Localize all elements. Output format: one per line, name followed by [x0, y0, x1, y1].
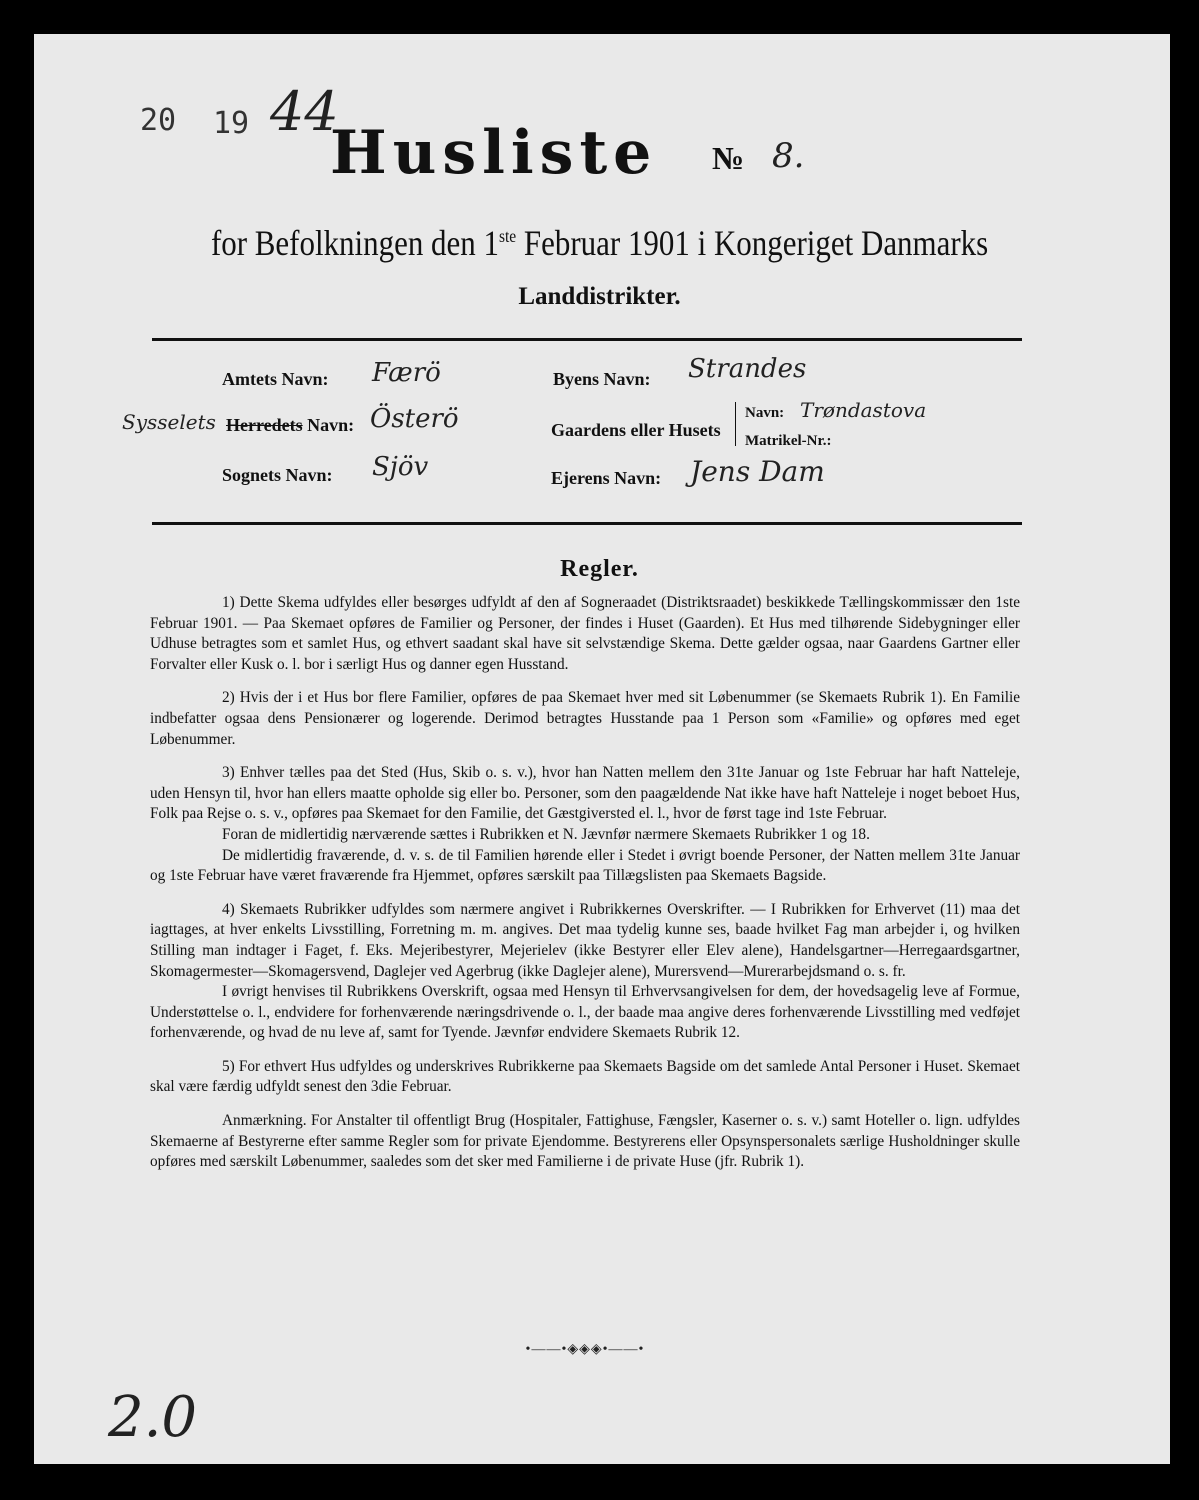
rule-paragraph: Foran de midlertidig nærværende sættes i Rubrikken et N. Jævnfør nærmere Skemaets Rubrikker 1 og 18.: [222, 825, 870, 843]
gaard-navn-label: Navn:: [745, 405, 785, 421]
herred-label-text: Navn:: [302, 415, 355, 435]
gaard-brace: [735, 402, 740, 446]
ejer-label: Ejerens Navn:: [551, 468, 662, 488]
subtitle-post: Februar 1901 i Kongeriget Danmarks: [516, 223, 989, 263]
by-label: Byens Navn:: [553, 369, 651, 389]
sogn-value: Sjöv: [372, 452, 429, 482]
herred-prefix: Sysselets: [122, 410, 216, 434]
list-number: 8.: [772, 136, 805, 176]
ejer-value: Jens Dam: [690, 455, 825, 488]
herred-struck: Herredets: [226, 415, 303, 435]
herred-value: Österö: [370, 404, 459, 434]
stamp-number-a: 20: [140, 103, 177, 138]
page-title: Husliste: [330, 118, 658, 188]
stamp-number-b: 19: [213, 106, 250, 141]
gaard-matrikel-label: Matrikel-Nr.:: [745, 433, 832, 449]
rule-paragraph: De midlertidig fraværende, d. v. s. de til Familien hørende eller i Stedet i øvrigt boende Personer, der Natten mellem 31te Januar og 1ste Februar have været fraværende fra Hjemmet, opføres særskilt paa Tillægslisten paa Skemaets Bagside.: [150, 846, 1020, 885]
gaard-label: Gaardens eller Husets: [551, 420, 721, 440]
subtitle-pre: for Befolkningen den 1: [210, 223, 499, 263]
rule-paragraph: 4) Skemaets Rubrikker udfyldes som nærmere angivet i Rubrikkernes Overskrifter. — I Rubrikken for Erhvervet (11) maa det iagttages, at hver enkelts Livsstilling, Forretning m. m. angives. Det maa tydelig kunne ses, baade hvilket Fag man arbejder i, og hvilken Stilling man indtager i Faget, f. Eks. Mejeribestyrer, Mejerielev (ikke Bestyrer eller Elev alene), Handelsgartner—Herregaardsgartner, Skomagermester—Skomagersvend, Daglejer ved Agerbrug (ikke Daglejer alene), Murersvend—Murerarbejdsmand o. s. fr.: [150, 900, 1020, 980]
handwritten-number: 44: [270, 80, 339, 143]
rules-heading: Regler.: [560, 556, 639, 582]
gaard-navn-value: Trøndastova: [800, 398, 927, 422]
herred-label: [226, 415, 354, 436]
by-value: Strandes: [688, 354, 807, 384]
rule-paragraph: Anmærkning. For Anstalter til offentligt Brug (Hospitaler, Fattighuse, Fængsler, Kaserner o. s. v.) samt Hoteller o. lign. udfyldes Skemaerne af Bestyrerne efter samme Regler som for private Ejendomme. Bestyrerens eller Opsynspersonalets særlige Husholdninger skulle opføres med særskilt Løbenummer, saaledes som det sker med Familierne i de private Huse (jfr. Rubrik 1).: [150, 1112, 1020, 1171]
ornament-divider: •——•◈◈◈•——•: [525, 1342, 645, 1357]
rule-paragraph: 2) Hvis der i et Hus bor flere Familier, opføres de paa Skemaet hver med sit Løbenummer (se Skemaets Rubrik 1). En Familie indbefatter ogsaa dens Pensionærer og logerende. Derimod betragtes Husstande paa 1 Person som «Familie» og opføres med eget Løbenummer.: [150, 689, 1020, 748]
district-heading: Landdistrikter.: [518, 283, 681, 310]
number-sign: №: [712, 140, 745, 176]
sogn-label: Sognets Navn:: [222, 465, 333, 485]
rule-paragraph: I øvrigt henvises til Rubrikkens Overskrift, ogsaa med Hensyn til Erhvervsangivelsen for dem, der hovedsagelig leve af Formue, Understøttelse o. l., endvidere for forhenværende næringsdrivende o. l., der baade maa angive deres forhenværende Livsstilling med vedføjet forhenværende, og hvad de nu leve af, samt for Tyende. Jævnfør endvidere Skemaets Rubrik 12.: [150, 983, 1020, 1042]
amt-label: Amtets Navn:: [222, 369, 329, 389]
rules-body: [150, 593, 1020, 1173]
rule-paragraph: 5) For ethvert Hus udfyldes og underskrives Rubrikkerne paa Skemaets Bagside om det samlede Antal Personer i Huset. Skemaet skal være færdig udfyldt senest den 3die Februar.: [150, 1057, 1020, 1096]
bottom-handwritten: 2.0: [108, 1385, 198, 1450]
rule-paragraph: 3) Enhver tælles paa det Sted (Hus, Skib o. s. v.), hvor han Natten mellem den 31te Januar og 1ste Februar har haft Natteleje, uden Hensyn til, hvor han ellers maatte opholde sig eller bo. Personer, som den paagældende Nat ikke have haft Natteleje i noget beboet Hus, Folk paa Rejse o. s. v., opføres paa Skemaet for den Familie, det Gæstgiversted el. l., hvor de først tage ind 1ste Februar.: [150, 764, 1020, 823]
top-divider: [152, 338, 1022, 341]
amt-value: Færö: [372, 358, 441, 388]
rule-paragraph: 1) Dette Skema udfyldes eller besørges udfyldt af den af Sogneraadet (Distriktsraadet) beskikkede Tællingskommissær den 1ste Februar 1901. — Paa Skemaet opføres de Familier og Personer, der findes i Huset (Gaarden). Et Hus med tilhørende Sidebygninger eller Udhuse betragtes som et samlet Hus, og ethvert saadant skal have sit selvstændige Skema. Dette gælder ogsaa, naar Gaardens Gartner eller Forvalter eller Kusk o. l. bor i særligt Hus og danner egen Husstand.: [150, 594, 1020, 673]
bottom-divider: [152, 522, 1022, 525]
subtitle: [84, 222, 1115, 264]
subtitle-sup: ste: [498, 226, 517, 246]
